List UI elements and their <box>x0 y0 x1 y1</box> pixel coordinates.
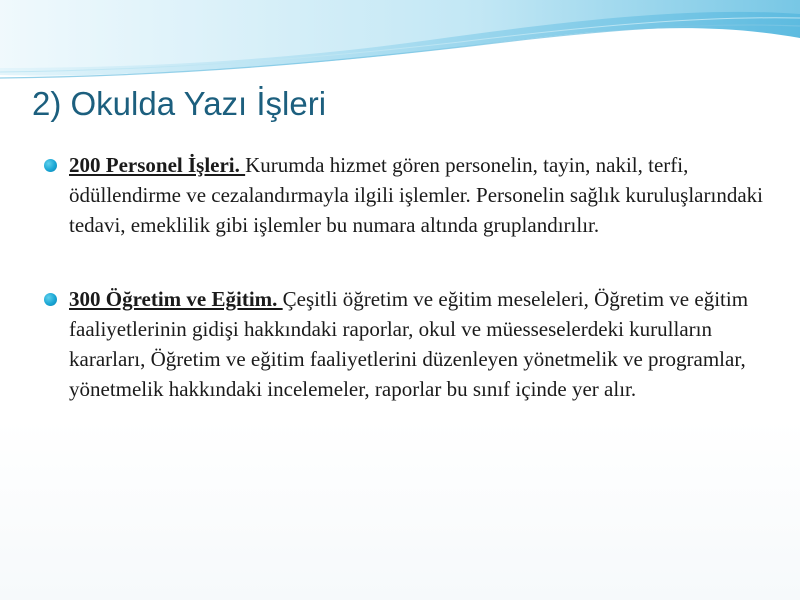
slide-title: 2) Okulda Yazı İşleri <box>32 85 327 122</box>
item-heading: 200 Personel İşleri. <box>69 153 246 177</box>
bullet-dot-icon <box>44 293 57 306</box>
header-wave-front <box>0 0 800 68</box>
list-item <box>44 150 764 240</box>
bullet-list <box>44 150 764 404</box>
item-text: Çeşitli öğretim ve eğitim meseleleri, Öğretim ve eğitim faaliyetlerinin gidişi hakkındaki raporlar, okul ve müesseselerdeki kurulların kararları, Öğretim ve eğitim faaliyetlerini düzenleyen yönetmelik ve programlar, yönetmelik hakkındaki incelemeler, raporlar bu sınıf içinde yer alır. <box>69 287 749 401</box>
item-text: Kurumda hizmet gören personelin, tayin, nakil, terfi, ödüllendirme ve cezalandırmayla ilgili işlemler. Personelin sağlık kuruluşlarındaki tedavi, emeklilik gibi işlemler bu numara altında gruplandırılır. <box>69 153 763 237</box>
bullet-dot-icon <box>44 159 57 172</box>
list-item <box>44 284 764 404</box>
item-heading: 300 Öğretim ve Eğitim. <box>69 287 283 311</box>
header-wave-decoration <box>0 0 800 90</box>
